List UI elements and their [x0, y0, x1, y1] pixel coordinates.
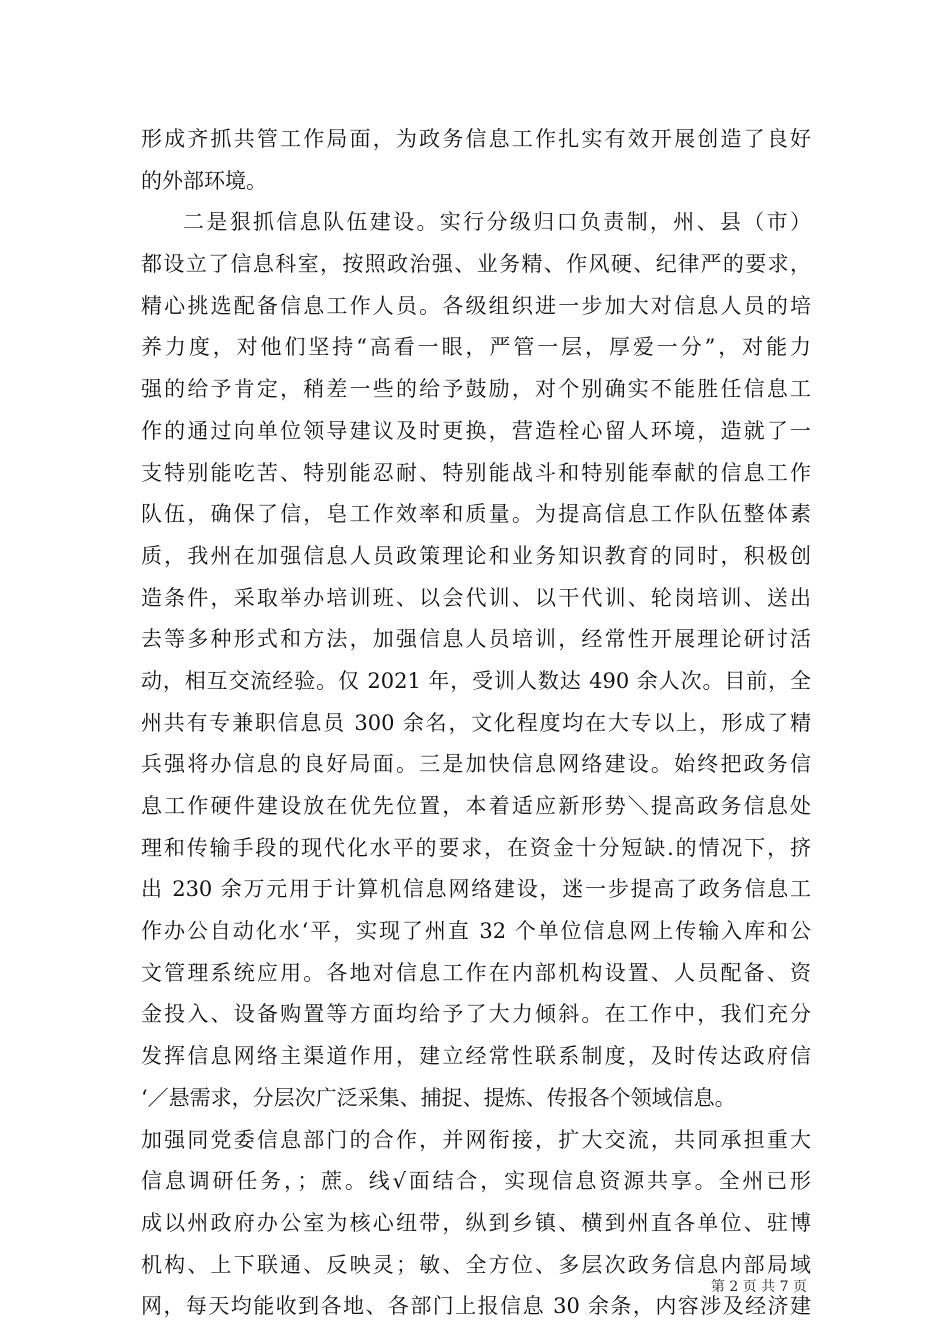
- text-line: 二是狠抓信息队伍建设。实行分级归口负责制，州、县（市）: [183, 210, 811, 235]
- text-line: 质，我州在加强信息人员政策理论和业务知识教育的同时，积极创: [141, 543, 811, 568]
- text-line: 队伍，确保了信，皂工作效率和质量。为提高信息工作队伍整体素: [141, 502, 811, 527]
- text-line: 兵强将办信息的良好局面。三是加快信息网络建设。始终把政务信: [141, 752, 811, 777]
- text-line: 养力度，对他们坚持“高看一眼，严管一层，厚爱一分”，对能力: [141, 335, 811, 360]
- text-line: 支特别能吃苦、特别能忍耐、特别能战斗和特别能奉献的信息工作: [141, 460, 811, 485]
- text-line: 形成齐抓共管工作局面，为政务信息工作扎实有效开展创造了良好: [141, 127, 811, 151]
- text-line: ‘／悬需求，分层次广泛采集、捕捉、提炼、传报各个领域信息。: [141, 1085, 736, 1110]
- text-line: 作的通过向单位领导建议及时更换，营造栓心留人环境，造就了一: [141, 418, 811, 443]
- text-line: 网，每天均能收到各地、各部门上报信息 30 余条，内容涉及经济建: [141, 1294, 811, 1319]
- text-line: 动，相互交流经验。仅 2021 年，受训人数达 490 余人次。目前，全: [141, 668, 811, 693]
- text-line: 加强同党委信息部门的合作，并网衔接，扩大交流，共同承担重大: [141, 1127, 811, 1152]
- text-line: 的外部环境。: [141, 168, 267, 193]
- text-line: 去等多种形式和方法，加强信息人员培训，经常性开展理论研讨活: [141, 627, 811, 652]
- text-line: 精心挑选配备信息工作人员。各级组织进一步加大对信息人员的培: [141, 293, 811, 318]
- text-line: 机构、上下联通、反映灵；敏、全方位、多层次政务信息内部局域: [141, 1252, 811, 1277]
- text-line: 信息调研任务，；蔗。线√面结合，实现信息资源共享。全州已形: [141, 1169, 811, 1194]
- document-body: [141, 119, 811, 1328]
- text-line: 出 230 余万元用于计算机信息网络建设，迷一步提高了政务信息工: [141, 877, 811, 902]
- text-line: 作办公自动化水‘平，实现了州直 32 个单位信息网上传输入库和公: [141, 919, 811, 944]
- text-line: 强的给予肯定，稍差一些的给予鼓励，对个别确实不能胜任信息工: [141, 377, 811, 402]
- page-number: 第 2 页 共 7 页: [710, 1279, 807, 1295]
- text-line: 理和传输手段的现代化水平的要求，在资金十分短缺.的情况下，挤: [141, 835, 811, 860]
- text-line: 造条件，采取举办培训班、以会代训、以干代训、轮岗培训、送出: [141, 585, 811, 610]
- text-line: 发挥信息网络主渠道作用，建立经常性联系制度，及时传达政府信: [141, 1044, 811, 1069]
- text-line: 文管理系统应用。各地对信息工作在内部机构设置、人员配备、资: [141, 960, 811, 985]
- text-line: 金投入、设备购置等方面均给予了大力倾斜。在工作中，我们充分: [141, 1002, 811, 1027]
- text-line: 成以州政府办公室为核心纽带，纵到乡镇、横到州直各单位、驻博: [141, 1210, 811, 1235]
- text-line: 都设立了信息科室，按照政治强、业务精、作风硬、纪律严的要求，: [141, 252, 811, 277]
- text-line: 州共有专兼职信息员 300 余名，文化程度均在大专以上，形成了精: [141, 710, 811, 735]
- text-line: 息工作硬件建设放在优先位置，本着适应新形势＼提高政务信息处: [141, 794, 811, 818]
